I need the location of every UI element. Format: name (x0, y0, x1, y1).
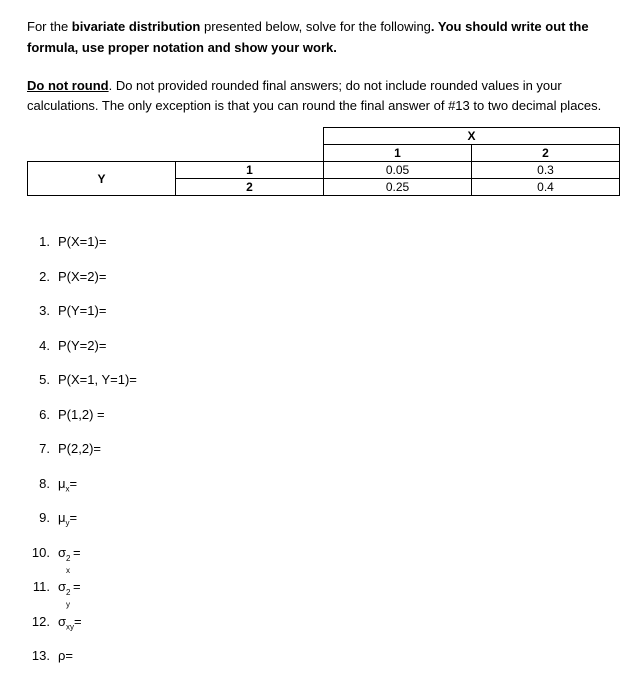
question-item (27, 647, 427, 682)
prob-cell: 0.3 (472, 162, 620, 179)
rounding-text: . Do not provided rounded final answers; do not include rounded values in your calculations. The only exception is that you can round the final answer of #13 to two decimal places. (27, 78, 602, 113)
y-value-1: 1 (176, 162, 324, 179)
question-item (27, 475, 427, 510)
question-text: P(X=2)= (58, 268, 107, 284)
subscript: xy (66, 622, 75, 632)
instructions-paragraph (27, 16, 617, 58)
question-text: P(1,2) = (58, 406, 105, 422)
instr-text-1: For the (27, 19, 72, 34)
question-number: 8. (39, 475, 50, 491)
do-not-round-heading: Do not round (27, 78, 109, 93)
question-text (58, 475, 77, 510)
question-number: 11. (32, 579, 50, 594)
bivariate-table (27, 127, 620, 196)
question-number: 13. (31, 648, 50, 663)
question-text (58, 613, 82, 648)
question-item (27, 613, 427, 648)
prob-cell: 0.05 (324, 162, 472, 179)
question-number: 9. (39, 510, 50, 525)
instr-bold-formula: . You should write out the formula, use proper notation and show your work. (27, 19, 589, 55)
y-header: Y (28, 162, 176, 196)
question-text: P(2,2)= (58, 441, 101, 456)
question-text (58, 544, 81, 579)
subscript: x (65, 484, 70, 494)
y-value-2: 2 (176, 179, 324, 196)
question-item (27, 268, 427, 303)
equals: = (73, 579, 81, 594)
question-text: P(Y=2)= (58, 337, 107, 353)
prob-cell: 0.4 (472, 179, 620, 196)
question-number: 4. (39, 337, 50, 353)
question-text (58, 578, 81, 613)
question-text: ρ= (58, 648, 73, 663)
question-item (27, 371, 427, 406)
superscript: 2 (66, 553, 71, 563)
question-item (27, 544, 427, 579)
equals: = (69, 510, 78, 525)
x-value-2: 2 (472, 145, 620, 162)
subscript: y (66, 600, 71, 609)
question-text: P(X=1, Y=1)= (58, 372, 137, 387)
question-item (27, 233, 427, 268)
question-number: 6. (39, 406, 50, 422)
prob-cell: 0.25 (324, 179, 472, 196)
question-item (27, 406, 427, 441)
sigma-symbol: σ (58, 544, 67, 560)
question-number: 2. (39, 268, 50, 284)
equals: = (73, 544, 81, 560)
question-item (27, 337, 427, 372)
equals: = (69, 475, 78, 491)
question-number: 5. (39, 372, 50, 387)
question-item (27, 440, 427, 475)
superscript: 2 (66, 588, 71, 597)
mu-symbol: μ (58, 475, 66, 491)
question-list (27, 233, 427, 682)
question-item (27, 578, 427, 613)
question-text: P(Y=1)= (58, 303, 107, 318)
subscript: x (66, 565, 71, 575)
question-number: 10. (31, 544, 50, 560)
x-header: X (324, 128, 620, 145)
instr-text-2: presented below, solve for the following (200, 19, 431, 34)
rounding-paragraph (27, 76, 627, 116)
subscript: y (65, 518, 70, 528)
question-number: 12. (31, 613, 50, 629)
instr-bold-bivariate: bivariate distribution (71, 19, 201, 34)
question-number: 7. (39, 441, 50, 456)
question-item (27, 509, 427, 544)
question-number: 1. (39, 234, 50, 249)
question-number: 3. (39, 303, 50, 318)
question-text: P(X=1)= (58, 234, 107, 249)
question-text (58, 509, 77, 544)
sigma-symbol: σ (58, 613, 67, 629)
x-value-1: 1 (324, 145, 472, 162)
mu-symbol: μ (58, 510, 66, 525)
equals: = (74, 613, 82, 629)
sigma-symbol: σ (58, 579, 67, 594)
question-item (27, 302, 427, 337)
